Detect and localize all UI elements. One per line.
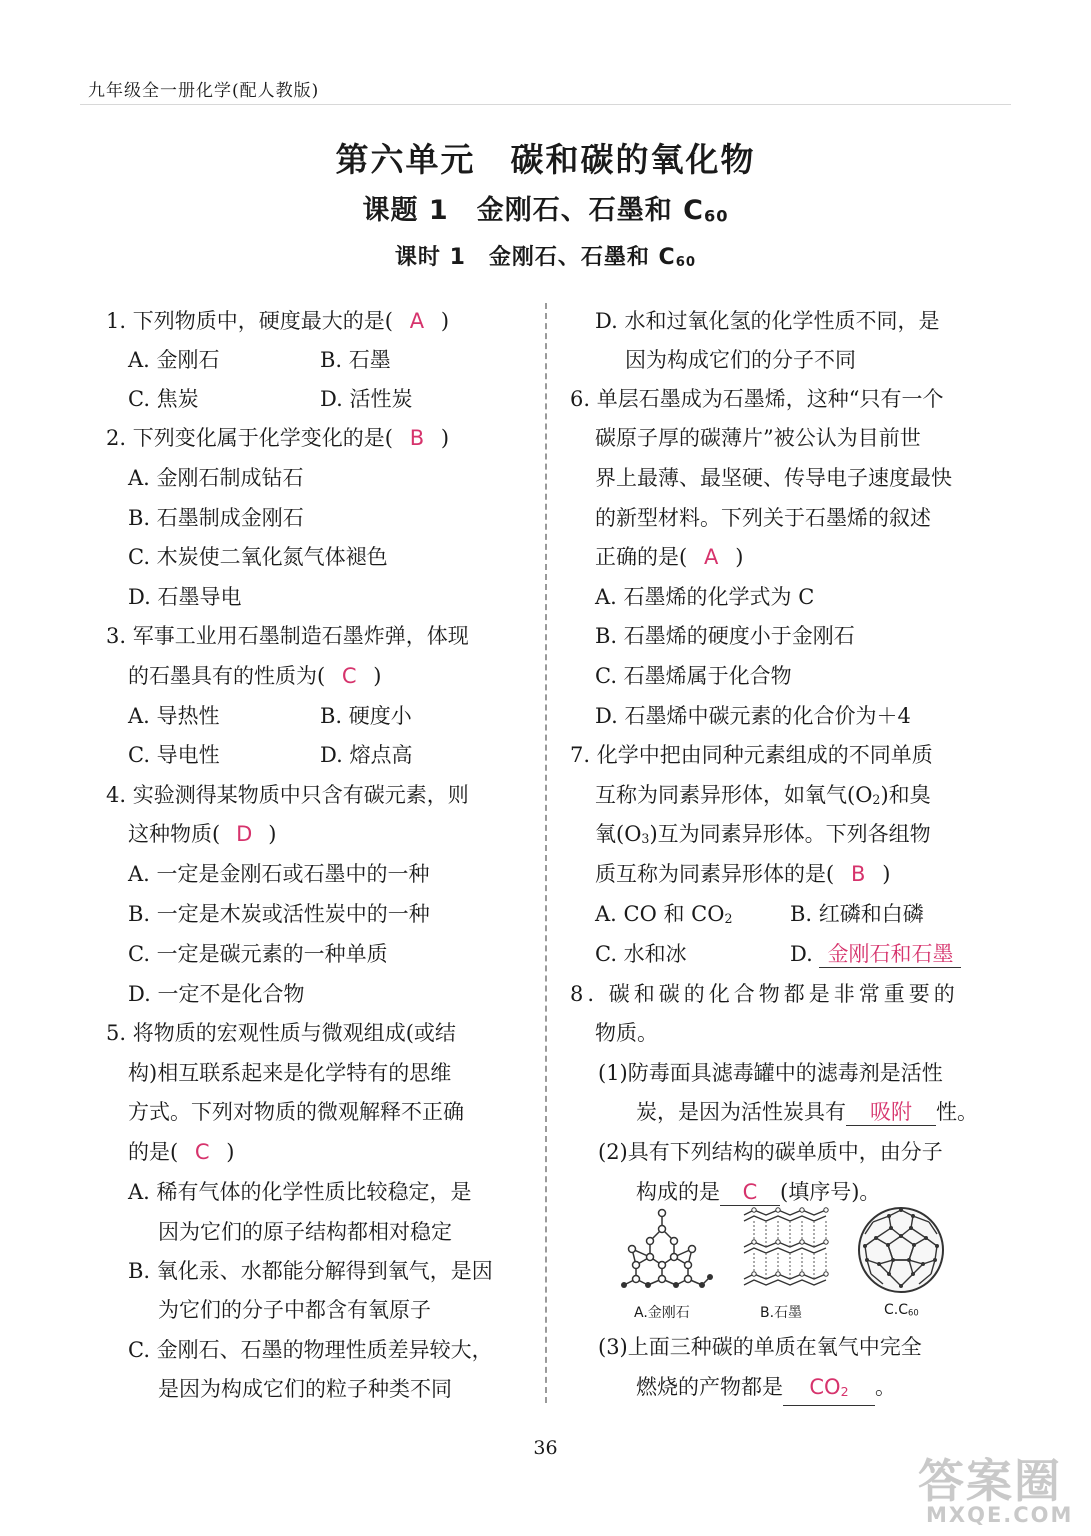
c60-structure-figure bbox=[855, 1204, 947, 1296]
q6-stem: 正确的是( A ) bbox=[595, 545, 744, 569]
q8-p3-line1: (3)上面三种碳的单质在氧气中完全 bbox=[598, 1335, 922, 1359]
q5-line1: 5. 将物质的宏观性质与微观组成(或结 bbox=[106, 1021, 456, 1045]
q1-answer: A bbox=[409, 309, 425, 333]
q5-option-b: B. 氧化汞、水都能分解得到氧气，是因 bbox=[128, 1259, 493, 1283]
q1-option-c: C. 焦炭 bbox=[128, 387, 199, 411]
q4-option-a: A. 一定是金刚石或石墨中的一种 bbox=[128, 862, 430, 886]
q5-answer: C bbox=[194, 1140, 210, 1164]
q1-option-d: D. 活性炭 bbox=[320, 387, 413, 411]
q6-option-d: D. 石墨烯中碳元素的化合价为＋4 bbox=[595, 704, 911, 728]
unit-title: 第六单元 碳和碳的氧化物 bbox=[335, 140, 756, 179]
q6-line3: 界上最薄、最坚硬、传导电子速度最快 bbox=[595, 466, 952, 490]
q7-line1: 7. 化学中把由同种元素组成的不同单质 bbox=[570, 743, 933, 767]
header-rule bbox=[80, 104, 1011, 105]
q4-option-b: B. 一定是木炭或活性炭中的一种 bbox=[128, 902, 430, 926]
q8-p2-line2: 构成的是 C (填序号)。 bbox=[636, 1180, 881, 1204]
q3-line1: 3. 军事工业用石墨制造石墨炸弹，体现 bbox=[106, 624, 469, 648]
q5-option-a: A. 稀有气体的化学性质比较稳定，是 bbox=[128, 1180, 472, 1204]
q8-p3-line2: 燃烧的产物都是 CO2 。 bbox=[636, 1373, 896, 1406]
q1-option-a: A. 金刚石 bbox=[128, 348, 220, 372]
q5-stem: 的是( C ) bbox=[128, 1140, 235, 1164]
book-header: 九年级全一册化学(配人教版) bbox=[88, 81, 320, 101]
q3-option-b: B. 硬度小 bbox=[320, 704, 412, 728]
q1-stem: 1. 下列物质中，硬度最大的是( A ) bbox=[106, 309, 450, 333]
page-number: 36 bbox=[533, 1437, 558, 1459]
q8-line2: 物质。 bbox=[595, 1021, 658, 1045]
q3-option-a: A. 导热性 bbox=[128, 704, 220, 728]
q3-option-d: D. 熔点高 bbox=[320, 743, 413, 767]
q6-option-a: A. 石墨烯的化学式为 C bbox=[595, 585, 815, 609]
q7-option-d-answer: 金刚石和石墨 bbox=[819, 941, 961, 968]
figure-caption-b: B.石墨 bbox=[760, 1305, 803, 1321]
q4-line1: 4. 实验测得某物质中只含有碳元素，则 bbox=[106, 783, 469, 807]
q7-stem: 质互称为同素异形体的是( B ) bbox=[595, 862, 891, 886]
graphite-structure-figure bbox=[738, 1205, 832, 1295]
q3-answer: C bbox=[341, 664, 357, 688]
q8-p2-answer: C bbox=[720, 1179, 780, 1206]
q7-option-c: C. 水和冰 bbox=[595, 942, 687, 966]
q8-p1-line1: (1)防毒面具滤毒罐中的滤毒剂是活性 bbox=[598, 1061, 943, 1085]
q3-stem: 的石墨具有的性质为( C ) bbox=[128, 664, 382, 688]
q5-option-b-cont: 为它们的分子中都含有氧原子 bbox=[158, 1298, 431, 1322]
q4-stem: 这种物质( D ) bbox=[128, 822, 277, 846]
q2-stem: 2. 下列变化属于化学变化的是( B ) bbox=[106, 426, 450, 450]
q4-option-d: D. 一定不是化合物 bbox=[128, 982, 305, 1006]
q6-answer: A bbox=[704, 545, 719, 569]
q7-line3: 氧(O3)互为同素异形体。下列各组物 bbox=[595, 822, 931, 846]
q3-option-c: C. 导电性 bbox=[128, 743, 220, 767]
q5-option-c-cont: 是因为构成它们的粒子种类不同 bbox=[158, 1377, 452, 1401]
q8-p3-answer: CO2 bbox=[783, 1374, 875, 1406]
watermark-url: MXQE.COM bbox=[926, 1503, 1074, 1527]
q5-option-d-cont: 因为构成它们的分子不同 bbox=[625, 348, 856, 372]
q2-answer: B bbox=[409, 426, 425, 450]
q4-answer: D bbox=[236, 822, 253, 846]
q8-line1: 8. 碳和碳的化合物都是非常重要的 bbox=[570, 982, 959, 1006]
q5-option-a-cont: 因为它们的原子结构都相对稳定 bbox=[158, 1220, 452, 1244]
q6-line2: 碳原子厚的碳薄片”被公认为目前世 bbox=[595, 426, 921, 450]
q5-line3: 方式。下列对物质的微观解释不正确 bbox=[128, 1100, 464, 1124]
figure-caption-a: A.金刚石 bbox=[634, 1305, 690, 1321]
q8-p1-answer: 吸附 bbox=[846, 1099, 936, 1126]
q6-option-b: B. 石墨烯的硬度小于金刚石 bbox=[595, 624, 855, 648]
column-divider bbox=[545, 303, 547, 1403]
q1-option-b: B. 石墨 bbox=[320, 348, 391, 372]
figure-caption-c: C.C60 bbox=[884, 1302, 919, 1318]
watermark-logo: 答案圈 bbox=[918, 1454, 1062, 1508]
q6-line1: 6. 单层石墨成为石墨烯，这种“只有一个 bbox=[570, 387, 944, 411]
q8-p2-line1: (2)具有下列结构的碳单质中，由分子 bbox=[598, 1140, 943, 1164]
q2-option-c: C. 木炭使二氧化氮气体褪色 bbox=[128, 545, 388, 569]
q7-answer: B bbox=[850, 862, 866, 886]
q7-line2: 互称为同素异形体，如氧气(O2)和臭 bbox=[595, 783, 931, 807]
q7-option-d: D. 金刚石和石墨 bbox=[790, 940, 961, 968]
q6-option-c: C. 石墨烯属于化合物 bbox=[595, 664, 792, 688]
diamond-structure-figure bbox=[612, 1205, 714, 1295]
q5-line2: 构)相互联系起来是化学特有的思维 bbox=[128, 1061, 452, 1085]
q4-option-c: C. 一定是碳元素的一种单质 bbox=[128, 942, 388, 966]
period-title: 课时 1 金刚石、石墨和 C60 bbox=[394, 245, 697, 270]
q2-option-a: A. 金刚石制成钻石 bbox=[128, 466, 304, 490]
q7-option-a: A. CO 和 CO2 bbox=[595, 902, 733, 926]
q5-option-d: D. 水和过氧化氢的化学性质不同，是 bbox=[595, 309, 940, 333]
watermark bbox=[900, 1445, 1080, 1531]
lesson-title: 课题 1 金刚石、石墨和 C60 bbox=[362, 195, 729, 226]
q7-option-b: B. 红磷和白磷 bbox=[790, 902, 924, 926]
q6-line4: 的新型材料。下列关于石墨烯的叙述 bbox=[595, 506, 931, 530]
q8-p1-line2: 炭，是因为活性炭具有 吸附 性。 bbox=[636, 1100, 978, 1124]
q2-option-d: D. 石墨导电 bbox=[128, 585, 242, 609]
q5-option-c: C. 金刚石、石墨的物理性质差异较大， bbox=[128, 1338, 493, 1362]
q2-option-b: B. 石墨制成金刚石 bbox=[128, 506, 304, 530]
